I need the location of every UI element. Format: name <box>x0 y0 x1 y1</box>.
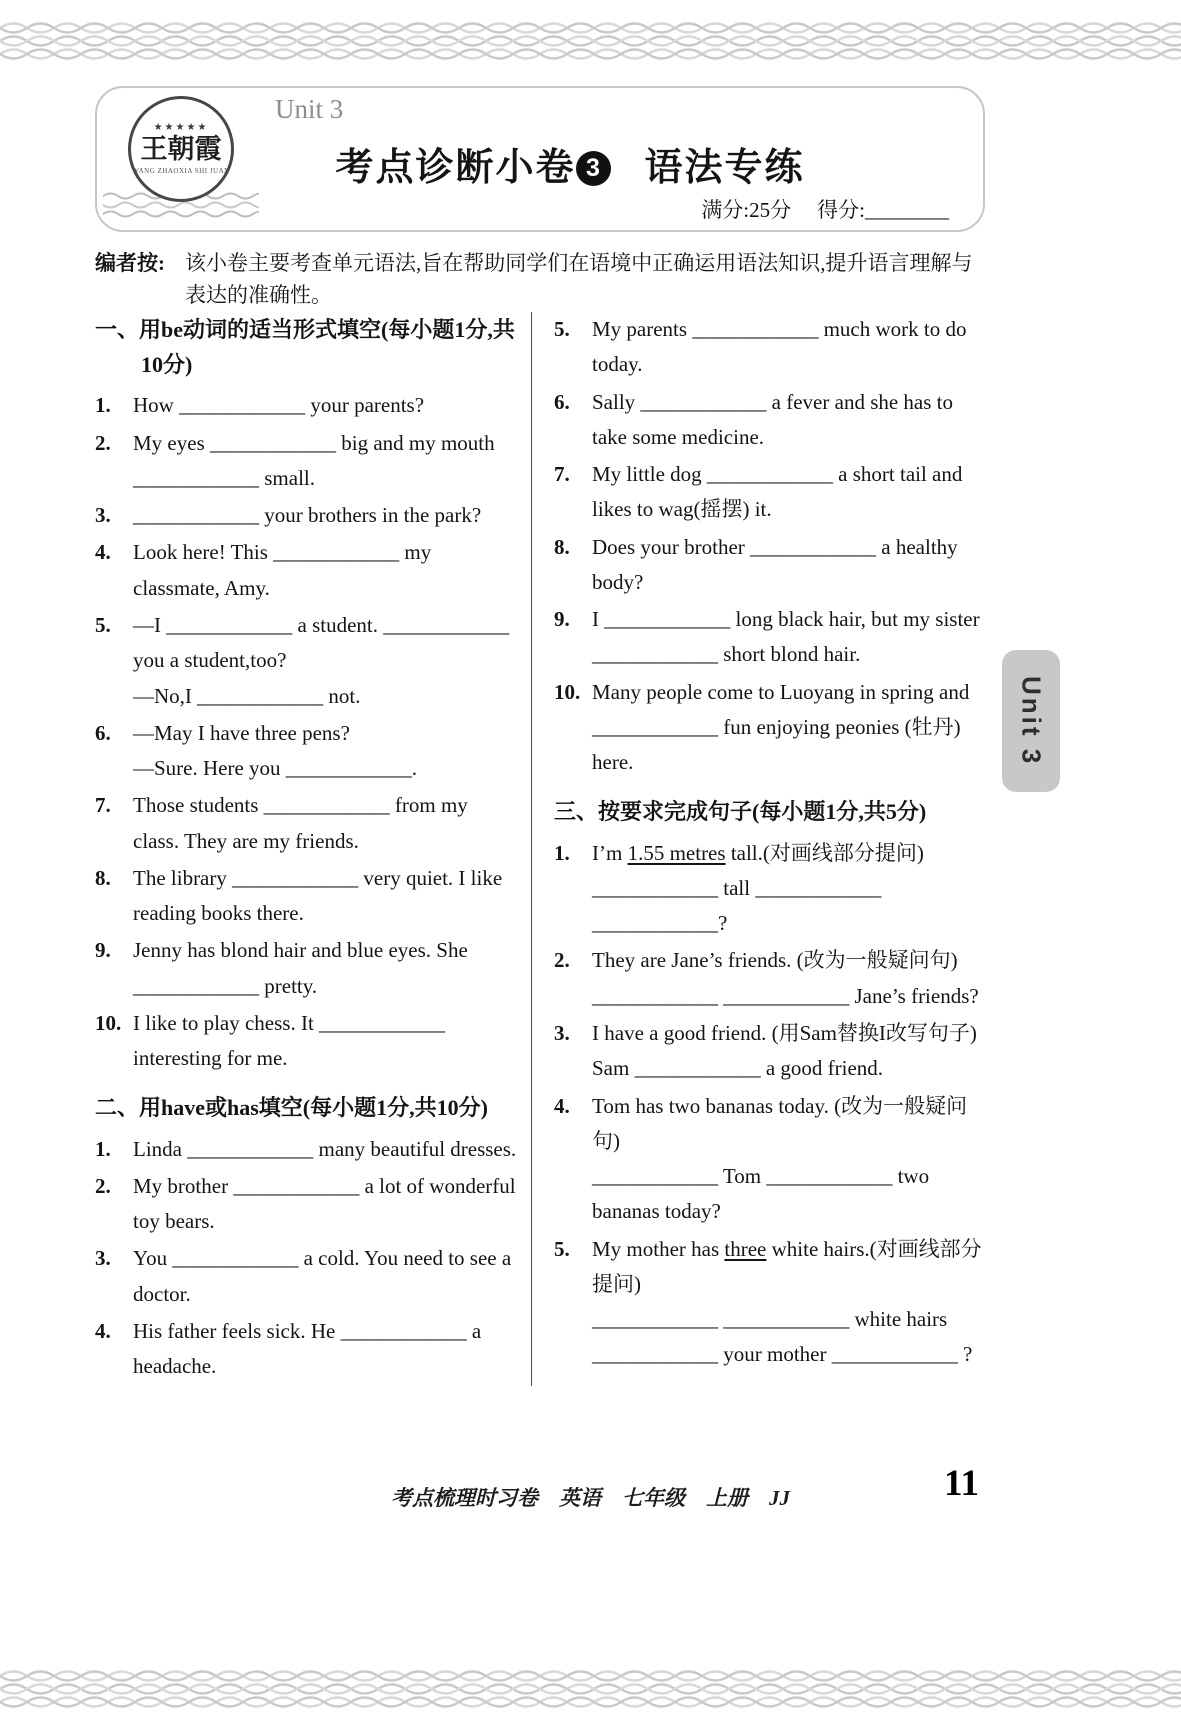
question-item <box>554 385 989 456</box>
question-line: I’m 1.55 metres tall.(对画线部分提问) <box>592 840 924 865</box>
question-item <box>95 861 519 932</box>
question-line: Does your brother ____________ a healthy body? <box>592 534 958 594</box>
question-number: 9. <box>554 607 570 632</box>
question-line: Linda ____________ many beautiful dresses. <box>133 1136 517 1161</box>
question-line: Jenny has blond hair and blue eyes. She ____________ pretty. <box>133 938 468 998</box>
question-line: Many people come to Luoyang in spring and ____________ fun enjoying peonies (牡丹) here. <box>592 679 970 775</box>
question-line: ____________ your brothers in the park? <box>133 503 482 528</box>
question-line: My eyes ____________ big and my mouth ____________ small. <box>133 430 495 490</box>
question-line: I ____________ long black hair, but my sister ____________ short blond hair. <box>592 607 980 667</box>
question-line: My little dog ____________ a short tail and likes to wag(摇摆) it. <box>592 462 963 522</box>
question-number: 2. <box>554 948 570 973</box>
question-text <box>592 943 989 1014</box>
question-item <box>95 933 519 1004</box>
question-number: 2. <box>95 1173 111 1198</box>
question-text <box>592 1016 989 1087</box>
question-text <box>133 388 519 423</box>
question-text <box>133 1314 519 1385</box>
question-item <box>95 716 519 787</box>
question-text <box>592 1089 989 1230</box>
question-item <box>95 388 519 423</box>
question-line: They are Jane’s friends. (改为一般疑问句) <box>592 948 958 973</box>
question-text <box>133 535 519 606</box>
decorative-wave-border-top <box>0 0 1181 64</box>
question-item <box>95 1006 519 1077</box>
question-text <box>592 836 989 942</box>
question-line: Those students ____________ from my class. They are my friends. <box>133 793 468 853</box>
brand-logo <box>113 96 249 224</box>
question-text <box>592 675 989 781</box>
question-line: ____________ Tom ____________ two bananas today? <box>592 1164 930 1224</box>
question-line: My parents ____________ much work to do today. <box>592 317 967 377</box>
question-number: 8. <box>95 865 111 890</box>
question-number: 5. <box>554 317 570 341</box>
question-number: 4. <box>554 1093 570 1118</box>
question-text <box>592 602 989 673</box>
question-number: 5. <box>95 612 111 637</box>
title-prefix: 考点诊断小卷 <box>335 147 576 189</box>
unit-label: Unit 3 <box>275 94 344 124</box>
question-item <box>554 943 989 1014</box>
question-number: 1. <box>95 1136 111 1161</box>
question-item <box>554 602 989 673</box>
question-number: 9. <box>95 938 111 963</box>
logo-brand-name: 王朝霞 <box>140 134 222 165</box>
question-number: 8. <box>554 534 570 559</box>
question-item <box>95 1132 519 1167</box>
full-score-label: 满分:25分 <box>701 198 792 222</box>
question-item <box>554 457 989 528</box>
question-item <box>95 498 519 533</box>
question-item <box>554 1089 989 1230</box>
question-line: How ____________ your parents? <box>133 393 425 418</box>
question-line: I like to play chess. It ____________ interesting for me. <box>133 1010 446 1071</box>
logo-pinyin-caption: WANG ZHAOXIA SHI JUAN <box>132 166 230 175</box>
score-line <box>701 194 949 224</box>
question-line: ____________ ____________ Jane’s friends? <box>592 983 979 1008</box>
question-line: His father feels sick. He ____________ a headache. <box>133 1318 482 1379</box>
question-text <box>133 498 519 533</box>
question-text <box>133 716 519 787</box>
question-number: 10. <box>554 679 581 704</box>
question-line: Sam ____________ a good friend. <box>592 1056 884 1081</box>
question-text <box>592 457 989 528</box>
question-number: 5. <box>554 1236 570 1261</box>
question-line: —No,I ____________ not. <box>133 683 361 708</box>
question-text <box>592 312 989 383</box>
question-item <box>554 1016 989 1087</box>
left-column <box>95 312 531 1386</box>
question-item <box>554 675 989 781</box>
question-item <box>554 312 989 383</box>
decorative-wave-border-bottom <box>0 1666 1181 1730</box>
question-item <box>95 608 519 714</box>
question-text <box>133 933 519 1004</box>
title-suffix: 语法专练 <box>644 147 805 189</box>
footer-text: 考点梳理时习卷 英语 七年级 上册 JJ <box>391 1486 790 1510</box>
logo-stars-icon: ★★★★★ <box>153 122 209 134</box>
question-item <box>554 1232 989 1373</box>
question-line: You ____________ a cold. You need to see a doctor. <box>133 1246 512 1306</box>
question-line: My mother has three white hairs.(对画线部分提问) <box>592 1236 982 1296</box>
question-text <box>133 861 519 932</box>
question-item <box>554 530 989 601</box>
question-number: 4. <box>95 540 111 565</box>
question-item <box>554 836 989 942</box>
editor-note <box>95 248 989 311</box>
question-text <box>133 426 519 497</box>
question-number: 6. <box>554 389 570 414</box>
question-number: 1. <box>95 393 111 418</box>
question-text <box>133 608 519 714</box>
header <box>95 86 985 232</box>
question-line: —I ____________ a student. ____________ you a student,too? <box>133 612 510 673</box>
content-columns <box>95 312 989 1386</box>
page-title <box>157 136 983 191</box>
logo-circle <box>128 96 234 202</box>
title-number-badge: 3 <box>576 151 611 186</box>
unit-side-tab <box>1002 650 1060 792</box>
question-text <box>133 1006 519 1077</box>
question-text <box>592 385 989 456</box>
question-item <box>95 535 519 606</box>
question-line: ____________ ____________ white hairs ____________ your mother ____________ ? <box>592 1307 973 1367</box>
question-text <box>592 530 989 601</box>
editor-note-text: 该小卷主要考查单元语法,旨在帮助同学们在语境中正确运用语法知识,提升语言理解与表达的准确性。 <box>185 251 973 307</box>
question-text <box>592 1232 989 1373</box>
question-number: 3. <box>554 1020 570 1045</box>
question-number: 10. <box>95 1010 122 1035</box>
earned-score-label: 得分: <box>817 198 865 222</box>
question-line: —May I have three pens? <box>133 720 350 745</box>
question-text <box>133 1169 519 1240</box>
question-line: My brother ____________ a lot of wonderful toy bears. <box>133 1173 516 1234</box>
question-line: The library ____________ very quiet. I like reading books there. <box>133 865 503 926</box>
question-line: I have a good friend. (用Sam替换I改写句子) <box>592 1020 977 1045</box>
question-text <box>133 788 519 859</box>
question-text <box>133 1132 519 1167</box>
question-number: 7. <box>95 793 111 818</box>
score-blank-line: ________ <box>865 198 949 222</box>
section-heading: 二、用have或has填空(每小题1分,共10分) <box>95 1095 488 1121</box>
right-column <box>531 312 989 1386</box>
question-text <box>133 1241 519 1312</box>
question-number: 4. <box>95 1318 111 1343</box>
question-item <box>95 788 519 859</box>
question-number: 2. <box>95 430 111 455</box>
question-item <box>95 1314 519 1385</box>
question-number: 7. <box>554 462 570 487</box>
question-line: Tom has two bananas today. (改为一般疑问句) <box>592 1093 968 1153</box>
question-line: ____________ tall ____________ ____________? <box>592 875 882 936</box>
question-line: Look here! This ____________ my classmate, Amy. <box>133 540 432 600</box>
question-number: 3. <box>95 503 111 528</box>
question-item <box>95 426 519 497</box>
section-heading: 三、按要求完成句子(每小题1分,共5分) <box>554 799 927 825</box>
question-number: 3. <box>95 1246 111 1271</box>
section-heading: 一、用be动词的适当形式填空(每小题1分,共10分) <box>95 317 515 378</box>
question-line: —Sure. Here you ____________. <box>133 756 418 781</box>
page-number: 11 <box>944 1463 979 1504</box>
question-number: 1. <box>554 840 570 865</box>
question-item <box>95 1241 519 1312</box>
question-item <box>95 1169 519 1240</box>
unit-side-tab-label: Unit 3 <box>1016 675 1047 767</box>
editor-note-label: 编者按: <box>95 251 165 275</box>
question-number: 6. <box>95 720 111 745</box>
question-line: Sally ____________ a fever and she has to take some medicine. <box>592 389 954 449</box>
